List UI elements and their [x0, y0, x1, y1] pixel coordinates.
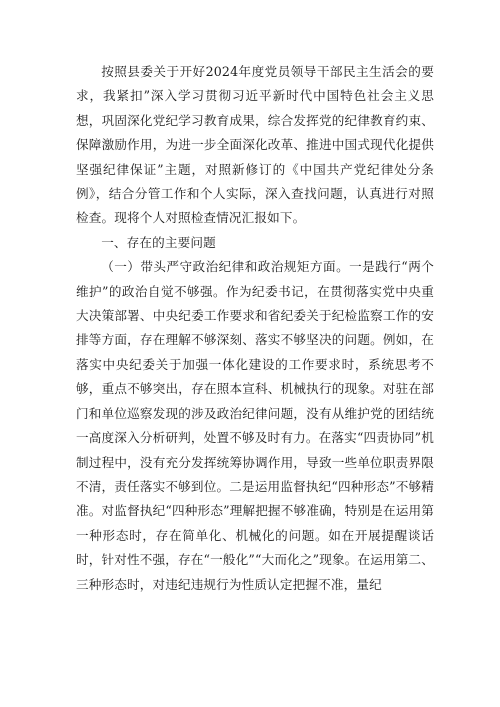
body-paragraph: （一）带头严守政治纪律和政治规矩方面。一是践行“两个维护”的政治自觉不够强。作为纪委书记，在贯彻落实党中央重大决策部署、中央纪委工作要求和省纪委关于纪检监察工作的安排等方面，存在理解不够深刻、落实不够坚决的问题。例如，在落实中央纪委关于加强一体化建设的工作要求时，系统思考不够，重点不够突出，存在照本宣科、机械执行的现象。对驻在部门和单位巡察发现的涉及政治纪律问题，没有从维护党的团结统一高度深入分析研判，处置不够及时有力。在落实“四责协同”机制过程中，没有充分发挥统筹协调作用，导致一些单位职责界限不清，责任落实不够到位。二是运用监督执纪“四种形态”不够精准。对监督执纪“四种形态”理解把握不够准确，特别是在运用第一种形态时，存在简单化、机械化的问题。如在开展提醒谈话时，针对性不强，存在“一般化”“大而化之”现象。在运用第二、三种形态时，对违纪违规行为性质认定把握不准，量纪: [76, 259, 434, 592]
section-heading: 一、存在的主要问题: [101, 234, 216, 250]
document-body: [76, 60, 434, 597]
intro-paragraph: 按照县委关于开好2024年度党员领导干部民主生活会的要求，我紧扣”深入学习贯彻习近平新时代中国特色社会主义思想，巩固深化党纪学习教育成果，综合发挥党的纪律教育约束、保障激励作用，为进一步全面深化改革、推进中国式现代化提供坚强纪律保证”主题，对照新修订的《中国共产党纪律处分条例》，结合分管工作和个人实际，深入查找问题，认真进行对照检查。现将个人对照检查情况汇报如下。: [76, 64, 434, 226]
